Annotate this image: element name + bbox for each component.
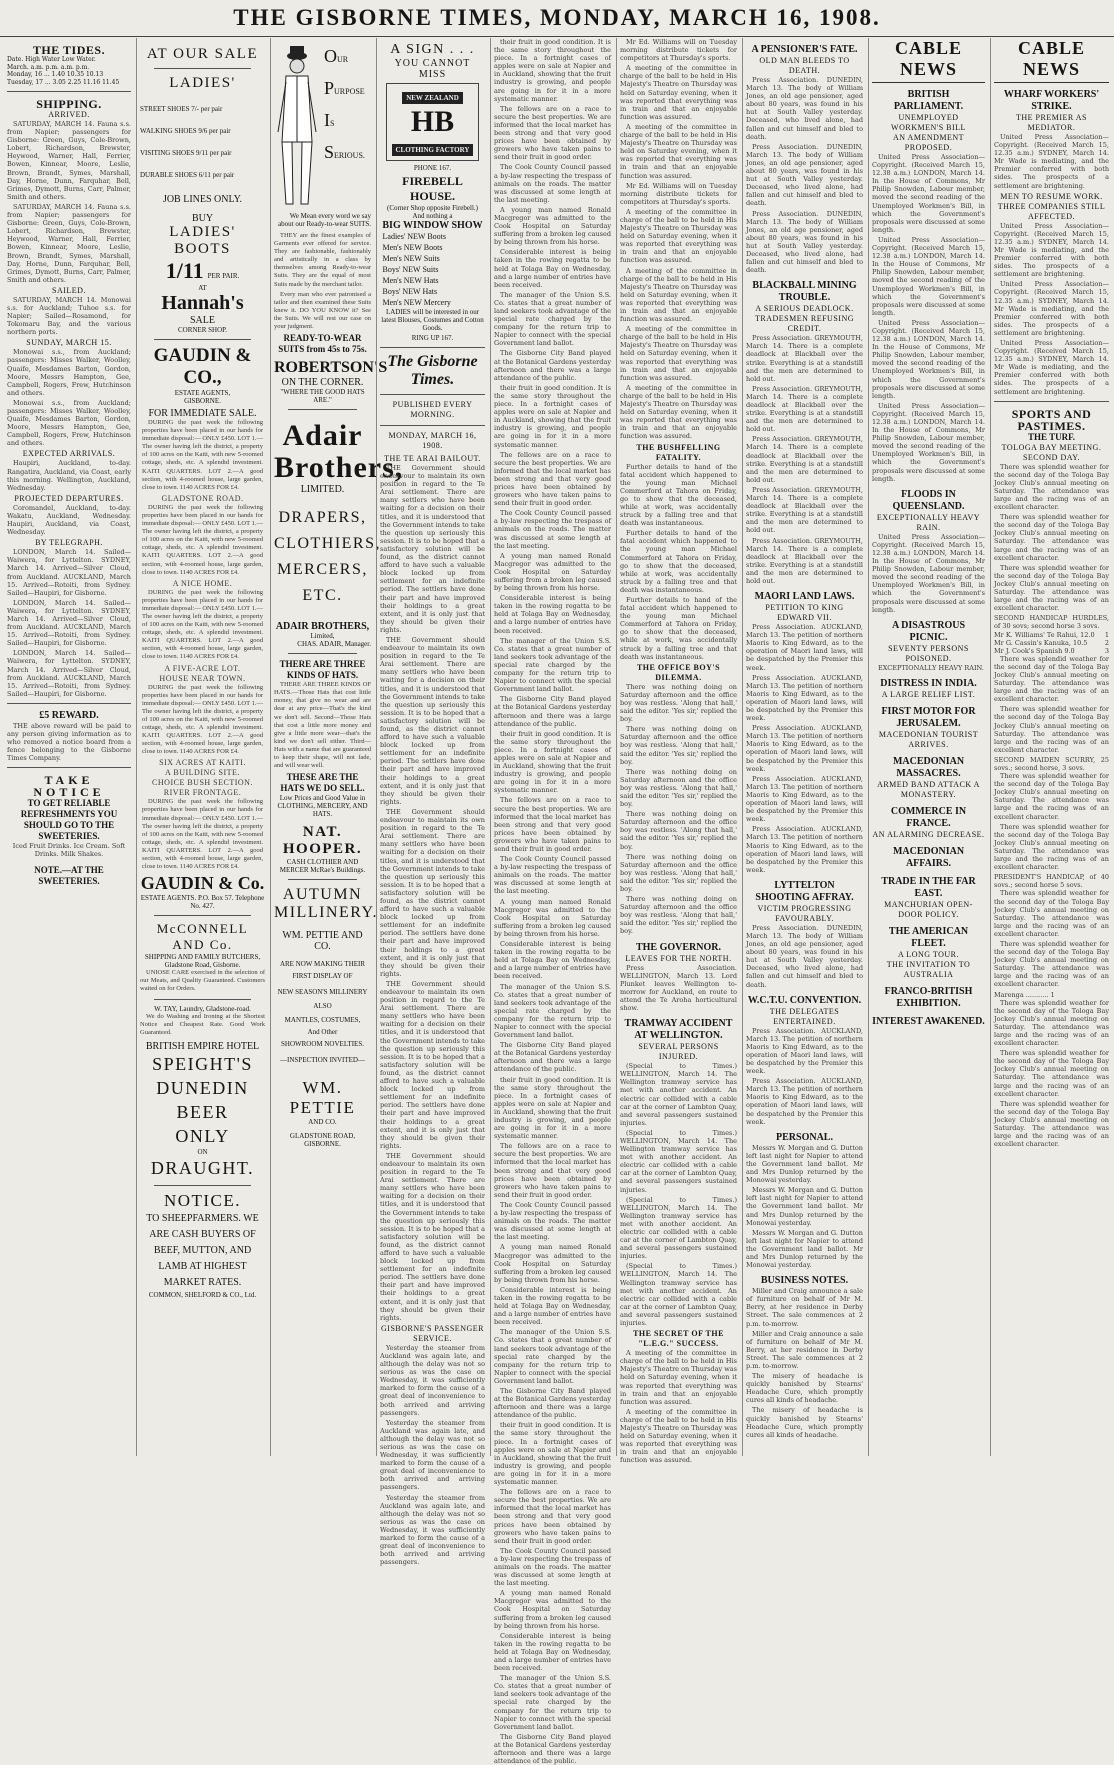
trade-line: CLOTHIERS, — [274, 535, 381, 553]
shoe-line: DURABLE SHOES 6/11 per pair — [140, 171, 235, 179]
hats-body: THERE ARE THREE KINDS OF HATS.—Those Hats that cost little money, that give no wear and are dear at any price—That's the kind we don't sell. Second—Those Hats that cost a little more money and give a little more wear—that's the kind we don't sell either. Third—Hats with a name that are guaranteed to keep their shape, will not fade, and will wear well. — [274, 681, 371, 770]
business-heading: BUSINESS NOTES. — [760, 1275, 849, 1287]
speights-line: DUNEDIN — [156, 1077, 249, 1098]
shipping-heading: SHIPPING. — [36, 97, 102, 111]
divider — [994, 401, 1109, 402]
autumn-heading: MILLINERY. — [274, 904, 379, 922]
picnic-body: EXCEPTIONALLY HEAVY RAIN. — [878, 663, 984, 672]
corner-opposite: (Corner Shop opposite Firebell.) — [387, 204, 478, 212]
divider — [154, 915, 251, 916]
estate-agents: ESTATE AGENTS, — [174, 389, 231, 397]
divider — [7, 767, 131, 768]
business-body: Miller and Craig announce a sale of furniture on behalf of Mr M. Berry, at her residence in Derby Street. The sale commences at 2 p.m. to-morrow. Miller and Craig announce a sale of furniture on behalf of Mr M. Berry, at her residence in Derby Street. The sale commences at 2 p.m. to-morrow. The misery of headache is quickly banished by Stearns' Headache Cure, which promptly cures all kinds of headache. The misery of headache is quickly banished by Stearns' Headache Cure, which promptly cures all kinds of headache. — [746, 1287, 863, 1439]
hb-logo: HB — [410, 105, 455, 138]
divider — [154, 1185, 251, 1186]
divider — [380, 394, 485, 395]
showroom: SHOWROOM NOVELTIES. — [281, 1040, 364, 1049]
hats-heading: THERE ARE THREE KINDS OF HATS. — [279, 659, 366, 681]
suits-body: THEY are the finest examples of Garments ever offered for service. They are fashionable, fashionably and artistically in a class by themselves among Ready-to-wear Suits. They are the equal of most Suits made by the merchant tailor. Every man who ever patronised a tailor and then examined these Suits knew it. DO YOU KNOW it? See the Suits. We will rest our case on your judgment. — [274, 232, 371, 331]
phone-number: PHONE 167. — [413, 164, 452, 172]
departures-heading: PROJECTED DEPARTURES. — [14, 493, 124, 503]
blackball-body: Press Association. GREYMOUTH, March 14. There is a complete deadlock at Blackball over the strike. Everything is at a standstill and the men are determined to hold out. Press Association. GREYMOUTH, March 14. There is a complete deadlock at Blackball over the strike. Everything is at a standstill and the men are determined to hold out. Press Association. GREYMOUTH, March 14. There is a complete deadlock at Blackball over the strike. Everything is at a standstill and the men are determined to hold out. Press Association. GREYMOUTH, March 14. There is a complete deadlock at Blackball over the strike. Everything is at a standstill and the men are determined to hold out. Press Association. GREYMOUTH, March 14. There is a complete deadlock at Blackball over the strike. Everything is at a standstill and the men are determined to hold out. — [746, 334, 863, 585]
sailed-body: SATURDAY, MARCH 14. Monowai s.s. for Auckland; Tuhoe s.s. for Napier; Sailed—Rosamond, for Tokomaru Bay, and the various northern ports. — [7, 295, 131, 337]
sports-heading: SPORTS AND PASTIMES. — [1011, 406, 1092, 433]
pensioner-sub: OLD MAN BLEEDS TO DEATH. — [759, 56, 850, 75]
divider — [380, 425, 485, 426]
sailed-heading: SAILED. — [52, 285, 86, 295]
editorial-heading: THE TE ARAI BAILOUT. — [384, 454, 481, 463]
sports-body: There was splendid weather for the second day of the Tologa Bay Jockey Club's annual meeting on Saturday. The attendance was large and the racing was of an excellent character. There was splendid weather for the second day of the Tologa Bay Jockey Club's annual meeting on Saturday. The attendance was large and the racing was of an excellent character. There was splendid weather for the second day of the Tologa Bay Jockey Club's annual meeting on Saturday. The attendance was large and the racing was of an excellent character. — [994, 462, 1109, 613]
adair-name-2: ADAIR BROTHERS, — [275, 621, 370, 633]
gaudin-body: DURING the past week the following properties have been placed in our hands for immediate disposal:— ONLY £450. LOT 1.—The owner having left the district, a property of 100 acres on the Kaiti, with new 5-roomed cottage, sheds, etc. A splendid investment. KAITI QUARTERS. LOT 2.—A good section, with 4-roomed house, large garden, close to town. 1140 ACRES FOR £4. GLADSTONE ROAD. DURING the past week the following properties have been placed in our hands for immediate disposal:— ONLY £450. LOT 1.—The owner having left the district, a property of 100 acres on the Kaiti, with new 5-roomed cottage, sheds, etc. A splendid investment. KAITI QUARTERS. LOT 2.—A good section, with 4-roomed house, large garden, close to town. 1140 ACRES FOR £4. A NICE HOME. DURING the past week the following properties have been placed in our hands for immediate disposal:— ONLY £450. LOT 1.—The owner having left the district, a property of 100 acres on the Kaiti, with new 5-roomed cottage, sheds, etc. A splendid investment. KAITI QUARTERS. LOT 2.—A good section, with 4-roomed house, large garden, close to town. 1140 ACRES FOR £4. A FIVE-ACRE LOT. HOUSE NEAR TOWN. DURING the past week the following properties have been placed in our hands for immediate disposal:— ONLY £450. LOT 1.—The owner having left the district, a property of 100 acres on the Kaiti, with new 5-roomed cottage, sheds, etc. A splendid investment. KAITI QUARTERS. LOT 2.—A good section, with 4-roomed house, large garden, close to town. 1140 ACRES FOR £4. SIX ACRES AT KAITI. A BUILDING SITE. CHOICE BUSH SECTION. RIVER FRONTAGE. DURING the past week the following properties have been placed in our hands for immediate disposal:— ONLY £450. LOT 1.—The owner having left the district, a property of 100 acres on the Kaiti, with new 5-roomed cottage, sheds, etc. A splendid investment. KAITI QUARTERS. LOT 2.—A good section, with 4-roomed house, large garden, close to town. 1140 ACRES FOR £4. — [142, 419, 263, 871]
steamer-heading: GISBORNE'S PASSENGER SERVICE. — [381, 1323, 484, 1343]
result-row: Mr G. Cassin's Kanuka, 10.5 2 — [994, 638, 1109, 647]
immediate-sale: FOR IMMEDIATE SALE. — [148, 408, 257, 419]
steamer-body: Yesterday the steamer from Auckland was again late, and although the delay was not so serious as was the case on Wednesday, it was sufficiently marked to form the cause of a great deal of inconvenience to both arrived and arriving passengers. Yesterday the steamer from Auckland was again late, and although the delay was not so serious as was the case on Wednesday, it was sufficiently marked to form the cause of a great deal of inconvenience to both arrived and arriving passengers. Yesterday the steamer from Auckland was again late, and although the delay was not so serious as was the case on Wednesday, it was sufficiently marked to form the cause of a great deal of inconvenience to both arrived and arriving passengers. — [380, 1343, 485, 1567]
hb-nz: NEW ZEALAND — [402, 92, 463, 104]
cannot-miss: YOU CANNOT MISS — [394, 58, 471, 80]
wctu-body: Press Association. AUCKLAND, March 13. The petition of northern Maoris to King Edward, as to the operation of Maori land laws, will be despatched by the Premier this week. Press Association. AUCKLAND, March 13. The petition of northern Maoris to King Edward, as to the operation of Maori land laws, will be despatched by the Premier this week. — [746, 1026, 863, 1126]
laundry-body: We do Washing and Ironing at the Shortest Notice and Cheapest Rate. Good Work Guaranteed. — [140, 1012, 265, 1036]
alarming-sub: AN ALARMING DECREASE. — [872, 829, 985, 839]
speights-line: DRAUGHT. — [150, 1157, 255, 1178]
wharf-heading: WHARF WORKERS' STRIKE. — [1003, 89, 1100, 112]
gaudin-name: GAUDIN & CO., — [153, 345, 252, 388]
tides-line: March. a.m. p.m. a.m. p.m. — [7, 63, 90, 71]
column-tides-shipping — [4, 38, 134, 1456]
reward-body: THE above reward will be paid to any person giving information as to who removed a notice board from a fence belonging to the Gisborne Times Company. — [7, 721, 131, 763]
tramway-body: (Special to Times.) WELLINGTON, March 14. The Wellington tramway service has met with another accident. An electric car collided with a cable car at the corner of Lambton Quay, and several passengers sustained injuries. (Special to Times.) WELLINGTON, March 14. The Wellington tramway service has met with another accident. An electric car collided with a cable car at the corner of Lambton Quay, and several passengers sustained injuries. (Special to Times.) WELLINGTON, March 14. The Wellington tramway service has met with another accident. An electric car collided with a cable car at the corner of Lambton Quay, and several passengers sustained injuries. (Special to Times.) WELLINGTON, March 14. The Wellington tramway service has met with another accident. An electric car collided with a cable car at the corner of Lambton Quay, and several passengers sustained injuries. — [620, 1062, 737, 1328]
price: 1/11 — [165, 258, 204, 283]
tramway-heading: TRAMWAY ACCIDENT AT WELLINGTON. — [624, 1018, 733, 1042]
wharf-body: United Press Association—Copyright. (Received March 15, 12.35 a.m.) SYDNEY, March 14. Mr Wade is mediating, and the Premier conferred with both sides. The prospects of a settlement are brightening. — [994, 133, 1109, 190]
new-item: Boys' NEW Hats — [382, 287, 438, 296]
distress-sub: A LARGE RELIEF LIST. — [881, 689, 976, 699]
local-news-body: their fruit in good condition. It is the same story throughout the piece. In a fortnight cases of apples were on sale at Napier and in Auckland, showing that the fruit industry is growing, and people are going in for it in a more systematic manner. The fellows are on a race to secure the best properties. We are informed that the local market has been strong and that very good prices have been obtained by growers who have taken pains to send their fruit in good order. The Cook County Council passed a by-law respecting the trespass of animals on the roads. The matter was discussed at some length at the last meeting. A young man named Ronald Macgregor was admitted to the Cook Hospital on Saturday suffering from a broken leg caused by being thrown from his horse. Considerable interest is being taken in the rowing regatta to be held at Tolaga Bay on Wednesday, and a large number of entries have been received. The manager of the Union S.S. Co. states that a great number of land seekers took advantage of the special rate charged by the company for the return trip to Napier to connect with the special Government land ballot. The Gisborne City Band played at the Botanical Gardens yesterday afternoon and there was a large attendance of the public. their fruit in good condition. It is the same story throughout the piece. In a fortnight cases of apples were on sale at Napier and in Auckland, showing that the fruit industry is growing, and people are going in for it in a more systematic manner. The fellows are on a race to secure the best properties. We are informed that the local market has been strong and that very good prices have been obtained by growers who have taken pains to send their fruit in good order. The Cook County Council passed a by-law respecting the trespass of animals on the roads. The matter was discussed at some length at the last meeting. A young man named Ronald Macgregor was admitted to the Cook Hospital on Saturday suffering from a broken leg caused by being thrown from his horse. Considerable interest is being taken in the rowing regatta to be held at Tolaga Bay on Wednesday, and a large number of entries have been received. The manager of the Union S.S. Co. states that a great number of land seekers took advantage of the special rate charged by the company for the return trip to Napier to connect with the special Government land ballot. The Gisborne City Band played at the Botanical Gardens yesterday afternoon and there was a large attendance of the public. their fruit in good condition. It is the same story throughout the piece. In a fortnight cases of apples were on sale at Napier and in Auckland, showing that the fruit industry is growing, and people are going in for it in a more systematic manner. The fellows are on a race to secure the best properties. We are informed that the local market has been strong and that very good prices have been obtained by growers who have taken pains to send their fruit in good order. The Cook County Council passed a by-law respecting the trespass of animals on the roads. The matter was discussed at some length at the last meeting. A young man named Ronald Macgregor was admitted to the Cook Hospital on Saturday suffering from a broken leg caused by being thrown from his horse. Considerable interest is being taken in the rowing regatta to be held at Tolaga Bay on Wednesday, and a large number of entries have been received. The manager of the Union S.S. Co. states that a great number of land seekers took advantage of the special rate charged by the company for the return trip to Napier to connect with the special Government land ballot. The Gisborne City Band played at the Botanical Gardens yesterday afternoon and there was a large attendance of the public. their fruit in good condition. It is the same story throughout the piece. In a fortnight cases of apples were on sale at Napier and in Auckland, showing that the fruit industry is growing, and people are going in for it in a more systematic manner. The fellows are on a race to secure the best properties. We are informed that the local market has been strong and that very good prices have been obtained by growers who have taken pains to send their fruit in good order. The Cook County Council passed a by-law respecting the trespass of animals on the roads. The matter was discussed at some length at the last meeting. A young man named Ronald Macgregor was admitted to the Cook Hospital on Saturday suffering from a broken leg caused by being thrown from his horse. Considerable interest is being taken in the rowing regatta to be held at Tolaga Bay on Wednesday, and a large number of entries have been received. The manager of the Union S.S. Co. states that a great number of land seekers took advantage of the special rate charged by the company for the return trip to Napier to connect with the special Government land ballot. The Gisborne City Band played at the Botanical Gardens yesterday afternoon and there was a large attendance of the public. their fruit in good condition. It is the same story throughout the piece. In a fortnight cases of apples were on sale at Napier and in Auckland, showing that the fruit industry is growing, and people are going in for it in a more systematic manner. The fellows are on a race to secure the best properties. We are informed that the local market has been strong and that very good prices have been obtained by growers who have taken pains to send their fruit in good order. The Cook County Council passed a by-law respecting the trespass of animals on the roads. The matter was discussed at some length at the last meeting. A young man named Ronald Macgregor was admitted to the Cook Hospital on Saturday suffering from a broken leg caused by being thrown from his horse. Considerable interest is being taken in the rowing regatta to be held at Tolaga Bay on Wednesday, and a large number of entries have been received. The manager of the Union S.S. Co. states that a great number of land seekers took advantage of the special rate charged by the company for the return trip to Napier to connect with the special Government land ballot. The Gisborne City Band played at the Botanical Gardens yesterday afternoon and there was a large attendance of the public. — [494, 38, 611, 1765]
turf-heading: THE TURF. — [1027, 431, 1076, 442]
divider — [7, 91, 131, 92]
gisborne-times-logo: The Gisborne Times. — [387, 353, 478, 388]
big-window-show: BIG WINDOW SHOW — [382, 220, 483, 231]
autumn-heading: AUTUMN — [282, 886, 363, 904]
race-narrative-2: There was splendid weather for the second day of the Tologa Bay Jockey Club's annual meeting on Saturday. The attendance was large and the racing was of an excellent character. There was splendid weather for the second day of the Tologa Bay Jockey Club's annual meeting on Saturday. The attendance was large and the racing was of an excellent character. — [994, 772, 1109, 872]
cable-news-heading: CABLE NEWS — [872, 38, 985, 83]
jerusalem-heading: FIRST MOTOR FOR JERUSALEM. — [881, 705, 976, 729]
shoe-line: VISITING SHOES 9/11 per pair — [140, 149, 232, 157]
tologa-heading: TOLOGA BAY MEETING. — [1001, 442, 1102, 452]
maiden-heading: SECOND MAIDEN SCURRY, 25 sovs.; second horse, 3 sovs. — [994, 755, 1109, 772]
blackball-heading: BLACKBALL MINING TROUBLE. — [752, 280, 857, 304]
expected-body: Haupiri, Auckland, to-day. Rangatira, Auckland, via Coast, early this morning. Wellington, Auckland, Wednesday. — [7, 459, 131, 492]
price-unit: PER PAIR. — [207, 272, 240, 280]
column-ads-left — [136, 38, 268, 1456]
personal-heading: PERSONAL. — [776, 1131, 833, 1143]
pettie-big: WM. PETTIE — [289, 1078, 356, 1118]
speights-line: ON — [197, 1147, 208, 1156]
result-row: Mr K. Williams' Te Rahui, 12.0 1 — [994, 630, 1109, 639]
british-empire-hotel: BRITISH EMPIRE HOTEL — [145, 1040, 260, 1052]
common-shelford: COMMON, SHELFORD & CO., Ltd. — [148, 1290, 257, 1299]
mcconnell-body: UNIOSE CARE exercised in the selection of our Meats, and Quality Guaranteed. Customers waited on for Orders. — [140, 969, 265, 993]
sheep-body: TO SHEEPFARMERS. WE ARE CASH BUYERS OF BEEF, MUTTON, AND LAMB AT HIGHEST MARKET RATES. — [146, 1212, 259, 1288]
tides-line: Tuesday, 17 ... 3.05 2.25 11.16 11.45 — [7, 78, 120, 86]
tides-line: Date. High Water Low Water. — [7, 56, 96, 63]
massacres-heading: MACEDONIAN MASSACRES. — [892, 755, 965, 779]
secret-body: A meeting of the committee in charge of the ball to be held in His Majesty's Theatre on Thursday was held on Saturday evening, when it was reported that everything was in train and that an enjoyable function was assured. A meeting of the committee in charge of the ball to be held in His Majesty's Theatre on Thursday was held on Saturday evening, when it was reported that everything was in train and that an enjoyable function was assured. — [620, 1349, 737, 1465]
hb-factory: CLOTHING FACTORY — [392, 144, 474, 156]
speights-line: BEER — [176, 1101, 229, 1122]
we-mean: We Mean every word we say about our Ready-to-wear SUITS. — [278, 212, 371, 228]
expected-heading: EXPECTED ARRIVALS. — [22, 449, 116, 459]
race-narrative-4: There was splendid weather for the second day of the Tologa Bay Jockey Club's annual meeting on Saturday. The attendance was large and the racing was of an excellent character. There was splendid weather for the second day of the Tologa Bay Jockey Club's annual meeting on Saturday. The attendance was large and the racing was of an excellent character. There was splendid weather for the second day of the Tologa Bay Jockey Club's annual meeting on Saturday. The attendance was large and the racing was of an excellent character. — [994, 998, 1109, 1149]
pensioner-body: Press Association. DUNEDIN, March 13. The body of William Jones, an old age pensioner, aged about 80 years, was found in his hut at South Valley yesterday. Deceased, who lived alone, had fallen and cut himself and bled to death. Press Association. DUNEDIN, March 13. The body of William Jones, an old age pensioner, aged about 80 years, was found in his hut at South Valley yesterday. Deceased, who lived alone, had fallen and cut himself and bled to death. Press Association. DUNEDIN, March 13. The body of William Jones, an old age pensioner, aged about 80 years, was found in his hut at South Valley yesterday. Deceased, who lived alone, had fallen and cut himself and bled to death. — [746, 76, 863, 275]
notice-heading: NOTICE. — [163, 1190, 242, 1210]
ready-to-wear: READY-TO-WEAR SUITS from 45s to 75s. — [278, 333, 367, 355]
new-item: Ladies' NEW Boots — [382, 232, 447, 241]
ladies-boots: LADIES' BOOTS — [169, 224, 236, 257]
buy-label: BUY — [191, 213, 214, 224]
presidents-heading: PRESIDENT'S HANDICAP, of 40 sovs.; second horse 5 sovs. — [994, 873, 1109, 890]
shoe-line: WALKING SHOES 9/6 per pair — [140, 127, 231, 135]
tradesmen-sub: TRADESMEN REFUSING CREDIT. — [754, 314, 854, 334]
personal-body: Messrs W. Morgan and G. Dutton left last night for Napier to attend the Government land ballot. Mr and Mrs Dunlop returned by the Monowai yesterday. Messrs W. Morgan and G. Dutton left last night for Napier to attend the Government land ballot. Mr and Mrs Dunlop returned by the Monowai yesterday. Messrs W. Morgan and G. Dutton left last night for Napier to attend the Government land ballot. Mr and Mrs Dunlop returned by the Monowai yesterday. — [746, 1143, 863, 1270]
mcconnell-sub: SHIPPING AND FAMILY BUTCHERS, Gladstone Road, Gisborne. — [144, 953, 261, 970]
picnic-heading: A DISASTROUS PICNIC. — [891, 619, 966, 643]
ladies-heading: LADIES' — [169, 75, 236, 91]
secret-heading: THE SECRET OF THE "L.E.G." SUCCESS. — [633, 1329, 724, 1349]
fleet-heading: THE AMERICAN FLEET. — [888, 925, 969, 949]
suits-ad-top — [274, 42, 371, 212]
trade-heading: TRADE IN THE FAR EAST. — [881, 875, 976, 899]
second-day: SECOND DAY. — [1022, 452, 1081, 462]
maori-sub: PETITION TO KING EDWARD VII. — [765, 603, 844, 623]
floods-heading: FLOODS IN QUEENSLAND. — [892, 488, 965, 512]
adair-limited-2: Limited, — [310, 632, 335, 641]
column-cable-news-2 — [990, 38, 1112, 1456]
cable-news-heading-2: CABLE NEWS — [994, 38, 1109, 83]
speights-line: SPEIGHT'S — [152, 1053, 253, 1074]
tourist-sub: MACEDONIAN TOURIST ARRIVES. — [878, 729, 979, 749]
armed-band-sub: ARMED BAND ATTACK A MONASTERY. — [877, 779, 980, 799]
affairs-heading: MACEDONIAN AFFAIRS. — [892, 845, 965, 869]
telegraph-body: LONDON, March 14. Sailed—Waiwera, for Lyttelton. SYDNEY, March 14. Arrived—Silver Cloud, from Auckland. AUCKLAND, March 15. Arrived—Rotoiti, from Sydney. Sailed—Haupiri, for Gisborne. LONDON, March 14. Sailed—Waiwera, for Lyttelton. SYDNEY, March 14. Arrived—Silver Cloud, from Auckland. AUCKLAND, March 15. Arrived—Rotoiti, from Sydney. Sailed—Haupiri, for Gisborne. LONDON, March 14. Sailed—Waiwera, for Lyttelton. SYDNEY, March 14. Arrived—Silver Cloud, from Auckland. AUCKLAND, March 15. Arrived—Rotoiti, from Sydney. Sailed—Haupiri, for Gisborne. — [7, 548, 131, 698]
commerce-heading: COMMERCE IN FRANCE. — [890, 805, 967, 829]
fatality-body: Further details to hand of the fatal accident which happened to the young man Michael Commerford at Tahora on Friday, go to show that the deceased, while at work, was accidentally struck by a falling tree and that death was instantaneous. Further details to hand of the fatal accident which happened to the young man Michael Commerford at Tahora on Friday, go to show that the deceased, while at work, was accidentally struck by a falling tree and that death was instantaneous. Further details to hand of the fatal accident which happened to the young man Michael Commerford at Tahora on Friday, go to show that the deceased, while at work, was accidentally struck by a falling tree and that death was instantaneous. — [620, 462, 737, 661]
picnic-sub: SEVENTY PERSONS POISONED. — [888, 643, 969, 663]
manchurian-sub: MANCHURIAN OPEN-DOOR POLICY. — [884, 899, 973, 919]
hooper-sub: CASH CLOTHIER AND MERCER McRae's Buildings. — [279, 858, 366, 875]
laundry-name: W. TAY, Laundry, Gladstone-road. — [154, 1004, 251, 1013]
speights-line: ONLY — [175, 1125, 230, 1146]
governor-heading: THE GOVERNOR. — [635, 941, 721, 953]
reward-heading: £5 REWARD. — [39, 709, 99, 721]
column-cable-news-1 — [868, 38, 988, 1456]
race-narrative-3: There was splendid weather for the second day of the Tologa Bay Jockey Club's annual meeting on Saturday. The attendance was large and the racing was of an excellent character. There was splendid weather for the second day of the Tologa Bay Jockey Club's annual meeting on Saturday. The attendance was large and the racing was of an excellent character. — [994, 889, 1109, 989]
hannah-logo: Hannah's — [161, 292, 244, 314]
hats-sub: Low Prices and Good Value in CLOTHING, MERCERY, AND HATS. — [277, 794, 368, 819]
new-item: Men's NEW Hats — [382, 276, 439, 285]
sale-label: SALE — [190, 315, 215, 326]
column-local-news — [490, 38, 614, 1765]
result-row: Mr J. Cook's Spanish 9.0 3 — [994, 646, 1109, 655]
new-item: Boys' NEW Suits — [382, 265, 439, 274]
hb-sign — [386, 83, 479, 161]
lyttelton-heading: LYTTELTON SHOOTING AFFRAY. — [755, 879, 854, 903]
divider — [288, 409, 357, 410]
unemployed-heading: UNEMPLOYED WORKMEN'S BILL — [891, 113, 966, 132]
gentleman-figure-illustration — [274, 42, 320, 212]
blackball-sub: A SERIOUS DEADLOCK. — [755, 304, 854, 314]
floods-body: United Press Association—Copyright. (Received March 15, 12.38 a.m.) LONDON, March 14. In the House of Commons, Mr Philip Snowden, Labour member, moved the second reading of the Unemployed Workmen's Bill, in which the Government's proposals were discussed at some length. — [872, 532, 985, 614]
divider — [288, 653, 357, 654]
corner-shop: CORNER SHOP. — [177, 326, 227, 334]
refresh-items: Iced Fruit Drinks. Ice Cream. Soft Drinks. Milk Shakes. — [12, 842, 126, 859]
at-our-sale-heading: AT OUR SALE — [146, 46, 259, 62]
marenga-result: Marenga ........... 1 — [994, 990, 1055, 999]
adair-logo: Brothers, — [274, 451, 404, 485]
three-companies-sub: THREE COMPANIES STILL AFFECTED. — [997, 201, 1106, 221]
refresh-note: NOTE.—AT THE SWEETERIES. — [34, 864, 104, 886]
new-item: Men's NEW Mercery — [382, 298, 451, 307]
gaudin-contact: ESTATE AGENTS. P.O. Box 57. Telephone No. 427. — [140, 894, 265, 911]
race-narrative: There was splendid weather for the second day of the Tologa Bay Jockey Club's annual meeting on Saturday. The attendance was large and the racing was of an excellent character. There was splendid weather for the second day of the Tologa Bay Jockey Club's annual meeting on Saturday. The attendance was large and the racing was of an excellent character. — [994, 654, 1109, 754]
inspection: —INSPECTION INVITED— — [280, 1056, 365, 1065]
col6-body: Mr Ed. Williams will on Tuesday morning distribute tickets for competitors at Thursday's sports. A meeting of the committee in charge of the ball to be held in His Majesty's Theatre on Thursday was held on Saturday evening, when it was reported that everything was in train and that an enjoyable function was assured. A meeting of the committee in charge of the ball to be held in His Majesty's Theatre on Thursday was held on Saturday evening, when it was reported that everything was in train and that an enjoyable function was assured. Mr Ed. Williams will on Tuesday morning distribute tickets for competitors at Thursday's sports. A meeting of the committee in charge of the ball to be held in His Majesty's Theatre on Thursday was held on Saturday evening, when it was reported that everything was in train and that an enjoyable function was assured. A meeting of the committee in charge of the ball to be held in His Majesty's Theatre on Thursday was held on Saturday evening, when it was reported that everything was in train and that an enjoyable function was assured. A meeting of the committee in charge of the ball to be held in His Majesty's Theatre on Thursday was held on Saturday evening, when it was reported that everything was in train and that an enjoyable function was assured. A meeting of the committee in charge of the ball to be held in His Majesty's Theatre on Thursday was held on Saturday evening, when it was reported that everything was in train and that an enjoyable function was assured. — [620, 38, 737, 441]
pettie-line: WM. PETTIE AND CO. — [282, 930, 363, 953]
adair-logo: Adair — [282, 419, 363, 453]
arrived-heading: ARRIVED. — [48, 110, 90, 119]
adair-limited: LIMITED. — [300, 484, 345, 496]
ladies-interested: LADIES will be interested in our latest Blouses, Costumes and Cotton Goods. — [381, 308, 484, 332]
divider — [380, 347, 485, 348]
gaudin-name-2: GAUDIN & Co. — [140, 873, 265, 894]
hurdles-heading: SECOND HANDICAP HURDLES, of 30 sovs; second horse 3 sovs. — [994, 614, 1109, 631]
mantles: MANTLES, COSTUMES, — [284, 1016, 361, 1025]
column-local-news-2 — [616, 38, 740, 1465]
wctu-heading: W.C.T.U. CONVENTION. — [747, 994, 862, 1006]
masthead: THE GISBORNE TIMES, MONDAY, MARCH 16, 1908. — [0, 0, 1114, 37]
sunday-heading: SUNDAY, MARCH 15. — [26, 338, 112, 348]
gaudin-gisborne: GISBORNE. — [184, 397, 221, 405]
side-letters: OUR PURPOSE IS SERIOUS. — [324, 46, 365, 162]
refresh-heading: TO GET RELIABLE REFRESHMENTS YOU SHOULD GO TO THE SWEETERIES. — [20, 798, 118, 842]
new-item: Men's NEW Suits — [382, 254, 440, 263]
divider — [288, 879, 357, 880]
sunday-body: Monowai s.s., from Auckland; passengers: Misses Walker, Woolley, Quaife, Mesdames Barton, Gordon, Moore, Messrs Hampton, Gee, Campbell, Rogers, Frew, Hutchinson and others. Monowai s.s., from Auckland; passengers: Misses Walker, Woolley, Quaife, Mesdames Barton, Gordon, Moore, Messrs Hampton, Gee, Campbell, Rogers, Frew, Hutchinson and others. — [7, 348, 131, 448]
arrived-body: SATURDAY, MARCH 14. Fauna s.s. from Napier; passengers for Gisborne: Green, Guys, Cole-Brown, Lobert, Richardson, Brewster, Heywood, Warner, Hall, Ferrier, Bowen, Kinnear, Moore, Leslie, Brown, Brandt, Symes, Marshall, Day, Horne, Dunn, Farquhar, Bell, Grimes, Dymott, Burns, Carr, Palmer, Smith and others. SATURDAY, MARCH 14. Fauna s.s. from Napier; passengers for Gisborne: Green, Guys, Cole-Brown, Lobert, Richardson, Brewster, Heywood, Warner, Hall, Ferrier, Bowen, Kinnear, Moore, Leslie, Brown, Brandt, Symes, Marshall, Day, Horne, Dunn, Farquhar, Bell, Grimes, Dymott, Burns, Carr, Palmer, Smith and others. — [7, 120, 131, 284]
wctu-sub: THE DELEGATES ENTERTAINED. — [769, 1006, 840, 1026]
departures-body: Coromandel, Auckland, to-day. Wakatu, Auckland, Wednesday. Haupiri, Auckland, via Coast, Wednesday. — [7, 503, 131, 537]
tramway-sub: SEVERAL PERSONS INJURED. — [638, 1042, 719, 1062]
telegraph-heading: BY TELEGRAPH. — [35, 538, 103, 548]
divider — [154, 999, 251, 1000]
governor-body: Press Association. WELLINGTON, March 13. Lord Plunket leaves Wellington to-morrow for Auckland, en route to attend the Te Aroha horticultural show. — [620, 963, 737, 1013]
tides-line: Monday, 16 ... 1.40 10.35 10.13 — [7, 71, 104, 78]
divider — [154, 339, 251, 340]
mediator-sub: THE PREMIER AS MEDIATOR. — [1015, 113, 1087, 132]
tides-heading: THE TIDES. — [32, 43, 106, 57]
at-label: AT — [198, 284, 207, 292]
lyttelton-sub: VICTIM PROGRESSING FAVOURABLY. — [757, 903, 852, 923]
mcconnell-name: McCONNELL AND Co. — [156, 921, 249, 953]
wharf-body-2: United Press Association—Copyright. (Received March 15, 12.35 a.m.) SYDNEY, March 14. Mr Wade is mediating, and the Premier conferred with both sides. The prospects of a settlement are brightening. United Press Association—Copyright. (Received March 15, 12.35 a.m.) SYDNEY, March 14. Mr Wade is mediating, and the Premier conferred with both sides. The prospects of a settlement are brightening. United Press Association—Copyright. (Received March 15, 12.35 a.m.) SYDNEY, March 14. Mr Wade is mediating, and the Premier conferred with both sides. The prospects of a settlement are brightening. — [994, 221, 1109, 396]
office-boy-body: There was nothing doing on Saturday afternoon and the office boy was restless. 'Along that hall,' said the editor. 'Yes sir,' replied the boy. There was nothing doing on Saturday afternoon and the office boy was restless. 'Along that hall,' said the editor. 'Yes sir,' replied the boy. There was nothing doing on Saturday afternoon and the office boy was restless. 'Along that hall,' said the editor. 'Yes sir,' replied the boy. There was nothing doing on Saturday afternoon and the office boy was restless. 'Along that hall,' said the editor. 'Yes sir,' replied the boy. There was nothing doing on Saturday afternoon and the office boy was restless. 'Along that hall,' said the editor. 'Yes sir,' replied the boy. There was nothing doing on Saturday afternoon and the office boy was restless. 'Along that hall,' said the editor. 'Yes sir,' replied the boy. — [620, 682, 737, 936]
distress-heading: DISTRESS IN INDIA. — [880, 677, 977, 689]
take-notice-heading: TAKE NOTICE — [33, 773, 105, 800]
adair-manager: CHAS. ADAIR, Manager. — [297, 640, 371, 649]
now-making: ARE NOW MAKING THEIR FIRST DISPLAY OF — [279, 960, 366, 981]
pettie-town: GISBORNE. — [304, 1140, 341, 1149]
new-item: Men's NEW Boots — [382, 243, 443, 252]
office-boy-heading: THE OFFICE BOY'S DILEMMA. — [636, 662, 721, 682]
column-ads-clothing — [270, 38, 404, 1456]
parliament-heading: BRITISH PARLIAMENT. — [893, 89, 964, 112]
on-the-corner: ON THE CORNER. — [281, 377, 364, 389]
divider — [7, 703, 131, 704]
parliament-body: United Press Association—Copyright. (Received March 15, 12.38 a.m.) LONDON, March 14. In the House of Commons, Mr Philip Snowden, Labour member, moved the second reading of the Unemployed Workmen's Bill, in which the Government's proposals were discussed at some length. United Press Association—Copyright. (Received March 15, 12.38 a.m.) LONDON, March 14. In the House of Commons, Mr Philip Snowden, Labour member, moved the second reading of the Unemployed Workmen's Bill, in which the Government's proposals were discussed at some length. United Press Association—Copyright. (Received March 15, 12.38 a.m.) LONDON, March 14. In the House of Commons, Mr Philip Snowden, Labour member, moved the second reading of the Unemployed Workmen's Bill, in which the Government's proposals were discussed at some length. United Press Association—Copyright. (Received March 15, 12.38 a.m.) LONDON, March 14. In the House of Commons, Mr Philip Snowden, Labour member, moved the second reading of the Unemployed Workmen's Bill, in which the Government's proposals were discussed at some length. — [872, 153, 985, 483]
trade-line: MERCERS, — [277, 561, 368, 579]
exhibition-heading: FRANCO-BRITISH EXHIBITION. — [884, 985, 973, 1009]
hooper-name: NAT. HOOPER. — [282, 824, 363, 858]
trade-line: DRAPERS, — [278, 509, 367, 527]
resume-sub: MEN TO RESUME WORK. — [1000, 191, 1103, 201]
ring-up: RING UP 167. — [411, 334, 454, 342]
published-every-morning: PUBLISHED EVERY MORNING. — [392, 400, 473, 419]
maori-heading: MAORI LAND LAWS. — [754, 591, 855, 603]
sign-heading: A SIGN . . . — [390, 42, 475, 57]
invitation-sub: THE INVITATION TO AUSTRALIA — [886, 959, 971, 979]
column-press-association — [742, 38, 866, 1456]
pensioner-heading: A PENSIONER'S FATE. — [751, 44, 858, 55]
new-season: NEW SEASON'S MILLINERY — [277, 988, 368, 997]
maori-body: Press Association. AUCKLAND, March 13. The petition of northern Maoris to King Edward, as to the operation of Maori land laws, will be despatched by the Premier this week. Press Association. AUCKLAND, March 13. The petition of northern Maoris to King Edward, as to the operation of Maori land laws, will be despatched by the Premier this week. Press Association. AUCKLAND, March 13. The petition of northern Maoris to King Edward, as to the operation of Maori land laws, will be despatched by the Premier this week. Press Association. AUCKLAND, March 13. The petition of northern Maoris to King Edward, as to the operation of Maori land laws, will be despatched by the Premier this week. Press Association. AUCKLAND, March 13. The petition of northern Maoris to King Edward, as to the operation of Maori land laws, will be despatched by the Premier this week. — [746, 623, 863, 874]
editorial-body: THE Government should endeavour to maintain its own position in regard to the Te Arai settlement. There are many settlers who have been waiting for a decision on their titles, and it is understood that the Government intends to take the question up seriously this session. It is to be hoped that a satisfactory solution will be found, as the district cannot afford to have such a valuable block locked up from settlement for an indefinite period. The settlers have done their part and have improved their holdings to a great extent, and it is only just that they should be given their rights. THE Government should endeavour to maintain its own position in regard to the Te Arai settlement. There are many settlers who have been waiting for a decision on their titles, and it is understood that the Government intends to take the question up seriously this session. It is to be hoped that a satisfactory solution will be found, as the district cannot afford to have such a valuable block locked up from settlement for an indefinite period. The settlers have done their part and have improved their holdings to a great extent, and it is only just that they should be given their rights. THE Government should endeavour to maintain its own position in regard to the Te Arai settlement. There are many settlers who have been waiting for a decision on their titles, and it is understood that the Government intends to take the question up seriously this session. It is to be hoped that a satisfactory solution will be found, as the district cannot afford to have such a valuable block locked up from settlement for an indefinite period. The settlers have done their part and have improved their holdings to a great extent, and it is only just that they should be given their rights. THE Government should endeavour to maintain its own position in regard to the Te Arai settlement. There are many settlers who have been waiting for a decision on their titles, and it is understood that the Government intends to take the question up seriously this session. It is to be hoped that a satisfactory solution will be found, as the district cannot afford to have such a valuable block locked up from settlement for an indefinite period. The settlers have done their part and have improved their holdings to a great extent, and it is only just that they should be given their rights. THE Government should endeavour to maintain its own position in regard to the Te Arai settlement. There are many settlers who have been waiting for a decision on their titles, and it is understood that the Government intends to take the question up seriously this session. It is to be hoped that a satisfactory solution will be found, as the district cannot afford to have such a valuable block locked up from settlement for an indefinite period. The settlers have done their part and have improved their holdings to a great extent, and it is only just that they should be given their rights. — [380, 464, 485, 1322]
firebell-house: FIREBELL HOUSE. — [402, 174, 463, 203]
fatality-heading: THE BUSHFELLING FATALITY. — [636, 442, 721, 462]
job-lines: JOB LINES ONLY. — [162, 194, 243, 205]
nothing-a: And nothing a — [412, 212, 453, 220]
trade-line: ETC. — [302, 587, 343, 605]
also: ALSO — [313, 1002, 332, 1011]
tagline: "WHERE THE GOOD HATS ARE." — [280, 388, 365, 405]
interest-heading: INTEREST AWAKENED. — [872, 1015, 985, 1027]
governor-sub: LEAVES FOR THE NORTH. — [625, 953, 732, 963]
amendment-sub: AN AMENDMENT PROPOSED. — [892, 133, 965, 152]
long-tour-sub: A LONG TOUR. — [897, 949, 960, 959]
pettie-address: GLADSTONE ROAD, — [289, 1132, 356, 1141]
editorial-date: MONDAY, MARCH 16, 1908. — [388, 431, 477, 450]
new-items-list — [383, 231, 483, 308]
hats-cta: THESE ARE THE HATS WE DO SELL. — [280, 772, 365, 794]
column-firebell-editorial — [376, 38, 488, 1567]
floods-sub: EXCEPTIONALLY HEAVY RAIN. — [876, 512, 981, 532]
shoe-line: STREET SHOES 7/- per pair — [140, 105, 223, 113]
lyttelton-body: Press Association. DUNEDIN, March 13. The body of William Jones, an old age pensioner, aged about 80 years, was found in his hut at South Valley yesterday. Deceased, who lived alone, had fallen and cut himself and bled to death. — [746, 923, 863, 989]
divider — [154, 68, 251, 69]
and-other: And Other — [307, 1028, 338, 1037]
robertsons-logo: ROBERTSON'S — [274, 359, 388, 377]
pettie-and-co: AND CO. — [308, 1118, 337, 1127]
